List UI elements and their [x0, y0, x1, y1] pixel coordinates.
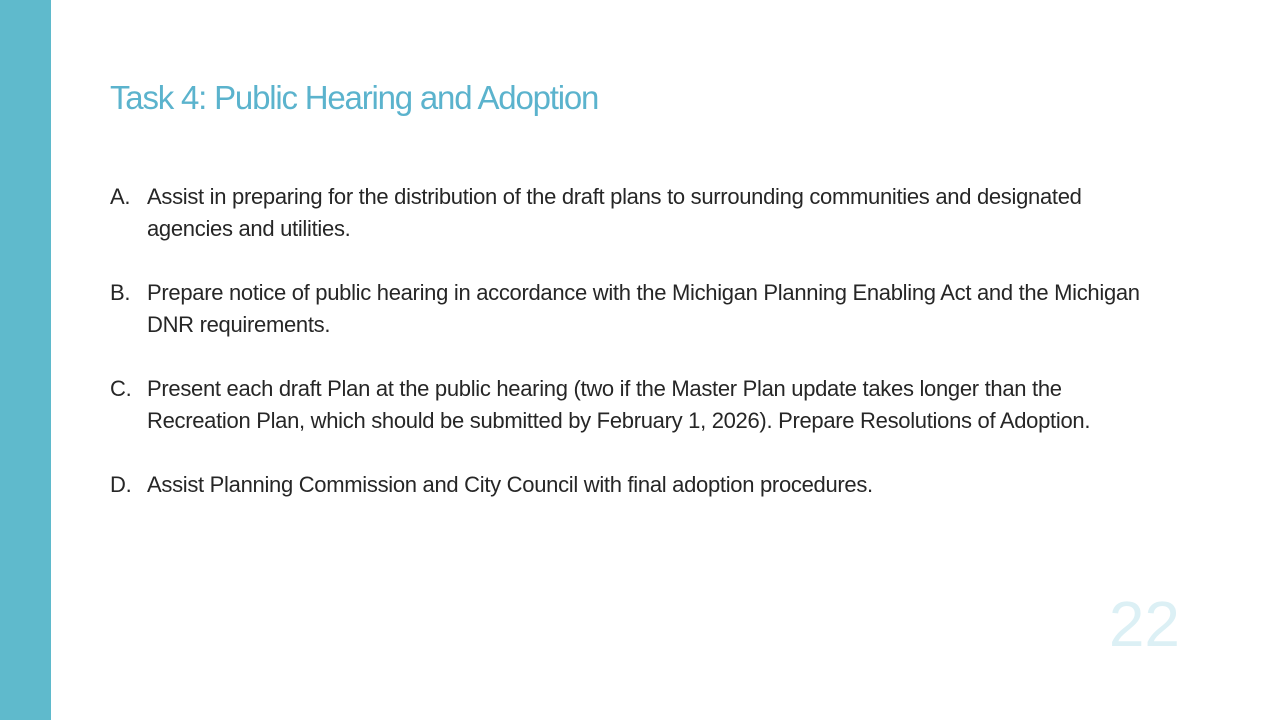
- task-letter: B.: [110, 280, 131, 305]
- task-letter: A.: [110, 184, 131, 209]
- task-item-b: [110, 277, 1150, 341]
- task-text: Assist in preparing for the distribution of the draft plans to surrounding communities and designated agencies and utilities.: [147, 184, 1082, 241]
- task-item-d: [110, 469, 1150, 501]
- left-accent-bar: [0, 0, 51, 720]
- task-letter: D.: [110, 472, 132, 497]
- task-text: Prepare notice of public hearing in accordance with the Michigan Planning Enabling Act and the Michigan DNR requirements.: [147, 280, 1140, 337]
- task-text: Assist Planning Commission and City Council with final adoption procedures.: [147, 472, 873, 497]
- task-item-c: [110, 373, 1150, 437]
- task-letter: C.: [110, 376, 132, 401]
- slide-title: Task 4: Public Hearing and Adoption: [110, 79, 599, 116]
- task-text: Present each draft Plan at the public hearing (two if the Master Plan update takes longer than the Recreation Plan, which should be submitted by February 1, 2026). Prepare Resolutions of Adoption.: [147, 376, 1091, 433]
- task-list: [110, 181, 1150, 533]
- slide-number: 22: [1108, 588, 1180, 660]
- task-item-a: [110, 181, 1150, 245]
